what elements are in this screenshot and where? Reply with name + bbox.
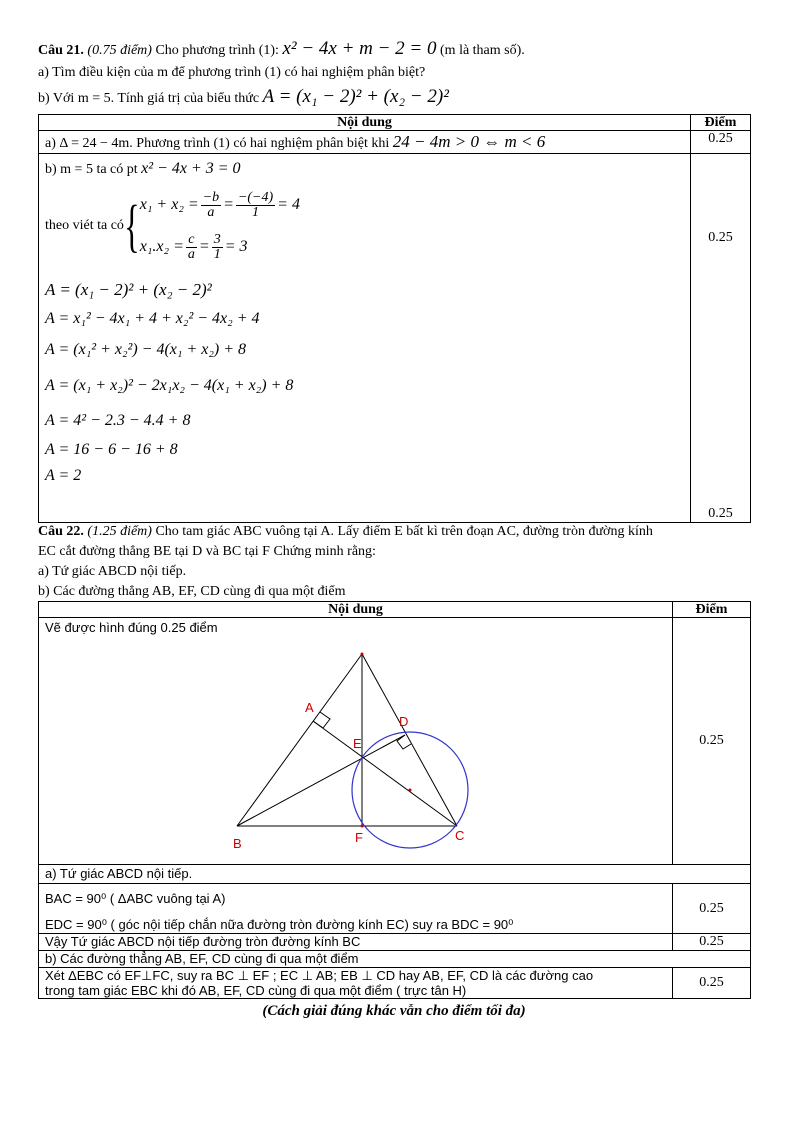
q22-table-header bbox=[39, 602, 751, 618]
q21-part-a: a) Tìm điều kiện của m để phương trình (1) có hai nghiệm phân biệt? bbox=[38, 65, 426, 80]
circle-center bbox=[409, 789, 412, 792]
q21-part-b-expr: A = (x₁ − 2)² + (x₂ − 2)² bbox=[262, 86, 449, 107]
footer-note: (Cách giải đúng khác vẫn cho điểm tối đa) bbox=[262, 1003, 526, 1019]
q21-step-1: A = x₁² − 4x₁ + 4 + x₂² − 4x₂ + 4 bbox=[45, 310, 260, 327]
q21-heading: Câu 21. bbox=[38, 43, 84, 58]
q21-param-note: (m là tham số). bbox=[440, 43, 525, 58]
label-A: A bbox=[305, 700, 314, 715]
q21-row-b bbox=[39, 154, 751, 523]
label-B: B bbox=[233, 836, 242, 851]
q21-table-header bbox=[39, 115, 751, 131]
q22-row-b-l1: Xét ΔEBC có EF⊥FC, suy ra BC ⊥ EF ; EC ⊥ AB; EB ⊥ CD hay AB, EF, CD là các đường cao bbox=[45, 968, 594, 983]
q21-col-content: Nội dung bbox=[39, 115, 691, 131]
q21-part-b bbox=[38, 88, 750, 114]
q22-row-a-title: a) Tứ giác ABCD nội tiếp. bbox=[39, 865, 751, 884]
q21-step-6: A = 2 bbox=[45, 467, 82, 484]
point-F bbox=[361, 825, 364, 828]
q21-intro: Cho phương trình (1): bbox=[155, 43, 279, 58]
q22-points: (1.25 điểm) bbox=[87, 524, 152, 539]
label-C: C bbox=[455, 828, 465, 843]
q21-row-a-cond: 24 − 4m > 0 ⇔ m < 6 bbox=[392, 132, 546, 151]
q21-viet-block bbox=[45, 182, 684, 270]
geometry-figure bbox=[39, 618, 673, 864]
q21-row-b-score-1: 0.25 bbox=[708, 230, 733, 245]
label-D: D bbox=[399, 714, 409, 729]
label-F: F bbox=[355, 830, 363, 845]
q21-row-b-prefix: b) m = 5 ta có pt bbox=[45, 162, 138, 177]
q21-points: (0.75 điểm) bbox=[87, 43, 152, 58]
q22-part-b: b) Các đường thẳng AB, EF, CD cùng đi qua một điểm bbox=[38, 584, 346, 599]
q21-step-0: A = (x₁ − 2)² + (x₂ − 2)² bbox=[45, 280, 212, 299]
q22-figure-score: 0.25 bbox=[673, 618, 751, 865]
q22-intro: Cho tam giác ABC vuông tại A. Lấy điểm E bất kì trên đoạn AC, đường tròn đường kính bbox=[155, 524, 653, 539]
point-H bbox=[361, 653, 364, 656]
q22-row-b-l2: trong tam giác EBC khi đó AB, EF, CD cùng đi qua một điểm ( trực tân H) bbox=[45, 983, 467, 998]
q21-col-score: Điểm bbox=[691, 115, 751, 131]
q21-row-a-text: a) Δ = 24 − 4m. Phương trình (1) có hai nghiệm phân biệt khi bbox=[45, 136, 390, 151]
label-E: E bbox=[353, 736, 362, 751]
q22-table bbox=[38, 601, 751, 999]
line-BD bbox=[237, 735, 405, 826]
right-angle-D bbox=[397, 735, 411, 749]
q21-table bbox=[38, 114, 751, 523]
q21-step-2: A = (x₁² + x₂²) − 4(x₁ + x₂) + 8 bbox=[45, 341, 247, 358]
brace-icon: { bbox=[124, 193, 140, 258]
q21-viet-label: theo viét ta có bbox=[45, 218, 124, 233]
q22-row-b-body bbox=[39, 968, 751, 999]
q21-viet-product: x₁.x₂ = $\frac{c}{a}$ = $\frac{3}{1}$ = 3 bbox=[139, 231, 248, 262]
q22-figure-caption: Vẽ được hình đúng 0.25 điểm bbox=[45, 620, 218, 635]
q21-step-4: A = 4² − 2.3 − 4.4 + 8 bbox=[45, 412, 191, 429]
q22-col-content: Nội dung bbox=[39, 602, 673, 618]
line-HC bbox=[362, 654, 457, 826]
q21-viet-sum: x₁ + x₂ = $\frac{-b}{a}$ = $\frac{-(-4)}{1}$ = 4 bbox=[139, 189, 300, 220]
q21-statement bbox=[38, 40, 750, 62]
q21-step-3: A = (x₁ + x₂)² − 2x₁x₂ − 4(x₁ + x₂) + 8 bbox=[45, 377, 294, 394]
line-HB bbox=[237, 654, 362, 826]
q22-row-a-l2: EDC = 90⁰ ( góc nội tiếp chắn nữa đường tròn đường kính EC) suy ra BDC = 90⁰ bbox=[45, 917, 514, 932]
q22-row-a-conclusion bbox=[39, 934, 751, 951]
q21-step-5: A = 16 − 6 − 16 + 8 bbox=[45, 441, 178, 458]
q21-row-a-score: 0.25 bbox=[691, 131, 751, 154]
q22-col-score: Điểm bbox=[673, 602, 751, 618]
q21-viet-system bbox=[140, 184, 300, 268]
q22-row-a-l3: Vậy Tứ giác ABCD nội tiếp đường tròn đường kính BC bbox=[39, 934, 673, 951]
q22-heading: Câu 22. bbox=[38, 524, 84, 539]
q22-row-a-body bbox=[39, 884, 751, 934]
q22-figure-row bbox=[39, 618, 751, 865]
q21-part-b-prefix: b) Với m = 5. Tính giá trị của biểu thức bbox=[38, 91, 260, 106]
q21-row-b-score-2: 0.25 bbox=[708, 506, 733, 521]
q22-row-a-l1: BAC = 90⁰ ( ΔABC vuông tại A) bbox=[45, 891, 226, 906]
q21-row-b-eq: x² − 4x + 3 = 0 bbox=[141, 160, 241, 177]
q22-row-b-title: b) Các đường thẳng AB, EF, CD cùng đi qua một điểm bbox=[39, 951, 751, 968]
q21-row-a bbox=[39, 131, 751, 154]
q21-row-b-line1 bbox=[45, 158, 684, 180]
q22-row-a-score-1: 0.25 bbox=[673, 884, 751, 934]
exam-page bbox=[38, 40, 750, 1020]
q22-row-a-score-2: 0.25 bbox=[673, 934, 751, 951]
q22-part-a: a) Tứ giác ABCD nội tiếp. bbox=[38, 564, 187, 579]
right-angle-A bbox=[313, 712, 330, 728]
q22-row-b-score: 0.25 bbox=[673, 968, 751, 999]
q21-equation: x² − 4x + m − 2 = 0 bbox=[282, 38, 437, 59]
q22-intro2: EC cắt đường thẳng BE tại D và BC tại F Chứng minh rằng: bbox=[38, 544, 376, 559]
q22-statement bbox=[38, 523, 750, 541]
